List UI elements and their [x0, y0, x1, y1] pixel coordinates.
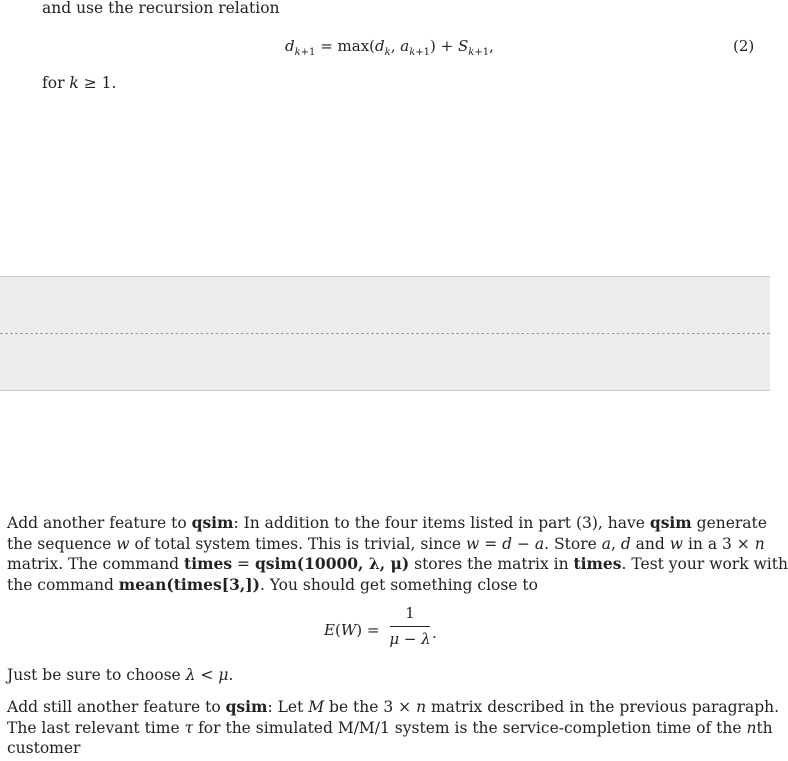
para1-line4: the command mean(times[3,]). You should get something close to [7, 574, 538, 594]
para2-line2: The last relevant time τ for the simulated M/M/1 system is the service-completion time of the nth [7, 718, 773, 737]
formula-lhs: E(W) = [324, 621, 380, 639]
intro-line: and use the recursion relation [42, 0, 280, 17]
formula-period: . [432, 624, 437, 642]
paragraph-matrix-feature [7, 697, 780, 759]
recursion-equation: $d_{k+1} = \max(d_k$, $a_{k+1}) + S_{k+1}$, [285, 37, 494, 58]
gray-band-lower [0, 334, 770, 390]
gray-band-upper [0, 277, 770, 333]
para2-line3: customer [7, 739, 81, 757]
fraction-bar [390, 626, 430, 627]
para1-line2: the sequence w of total system times. This is trivial, since w = d − a. Store a, d and w in a 3 × n [7, 534, 765, 553]
condition-line: for k ≥ 1. [42, 74, 117, 92]
equation-number: (2) [733, 37, 755, 55]
paragraph-qsim-feature [7, 513, 788, 595]
divider-bottom [0, 390, 770, 391]
note-line: Just be sure to choose λ < μ. [7, 666, 234, 684]
para2-line1: Add still another feature to qsim: Let M be the 3 × n matrix described in the previous paragraph. [7, 697, 780, 716]
formula-numerator: 1 [405, 604, 415, 622]
para1-line1: Add another feature to qsim: In addition to the four items listed in part (3), have qsim generate [7, 513, 767, 532]
formula-denominator: μ − λ [389, 630, 431, 648]
para1-line3: matrix. The command times = qsim(10000, λ, μ) stores the matrix in times. Test your work with [7, 554, 788, 573]
